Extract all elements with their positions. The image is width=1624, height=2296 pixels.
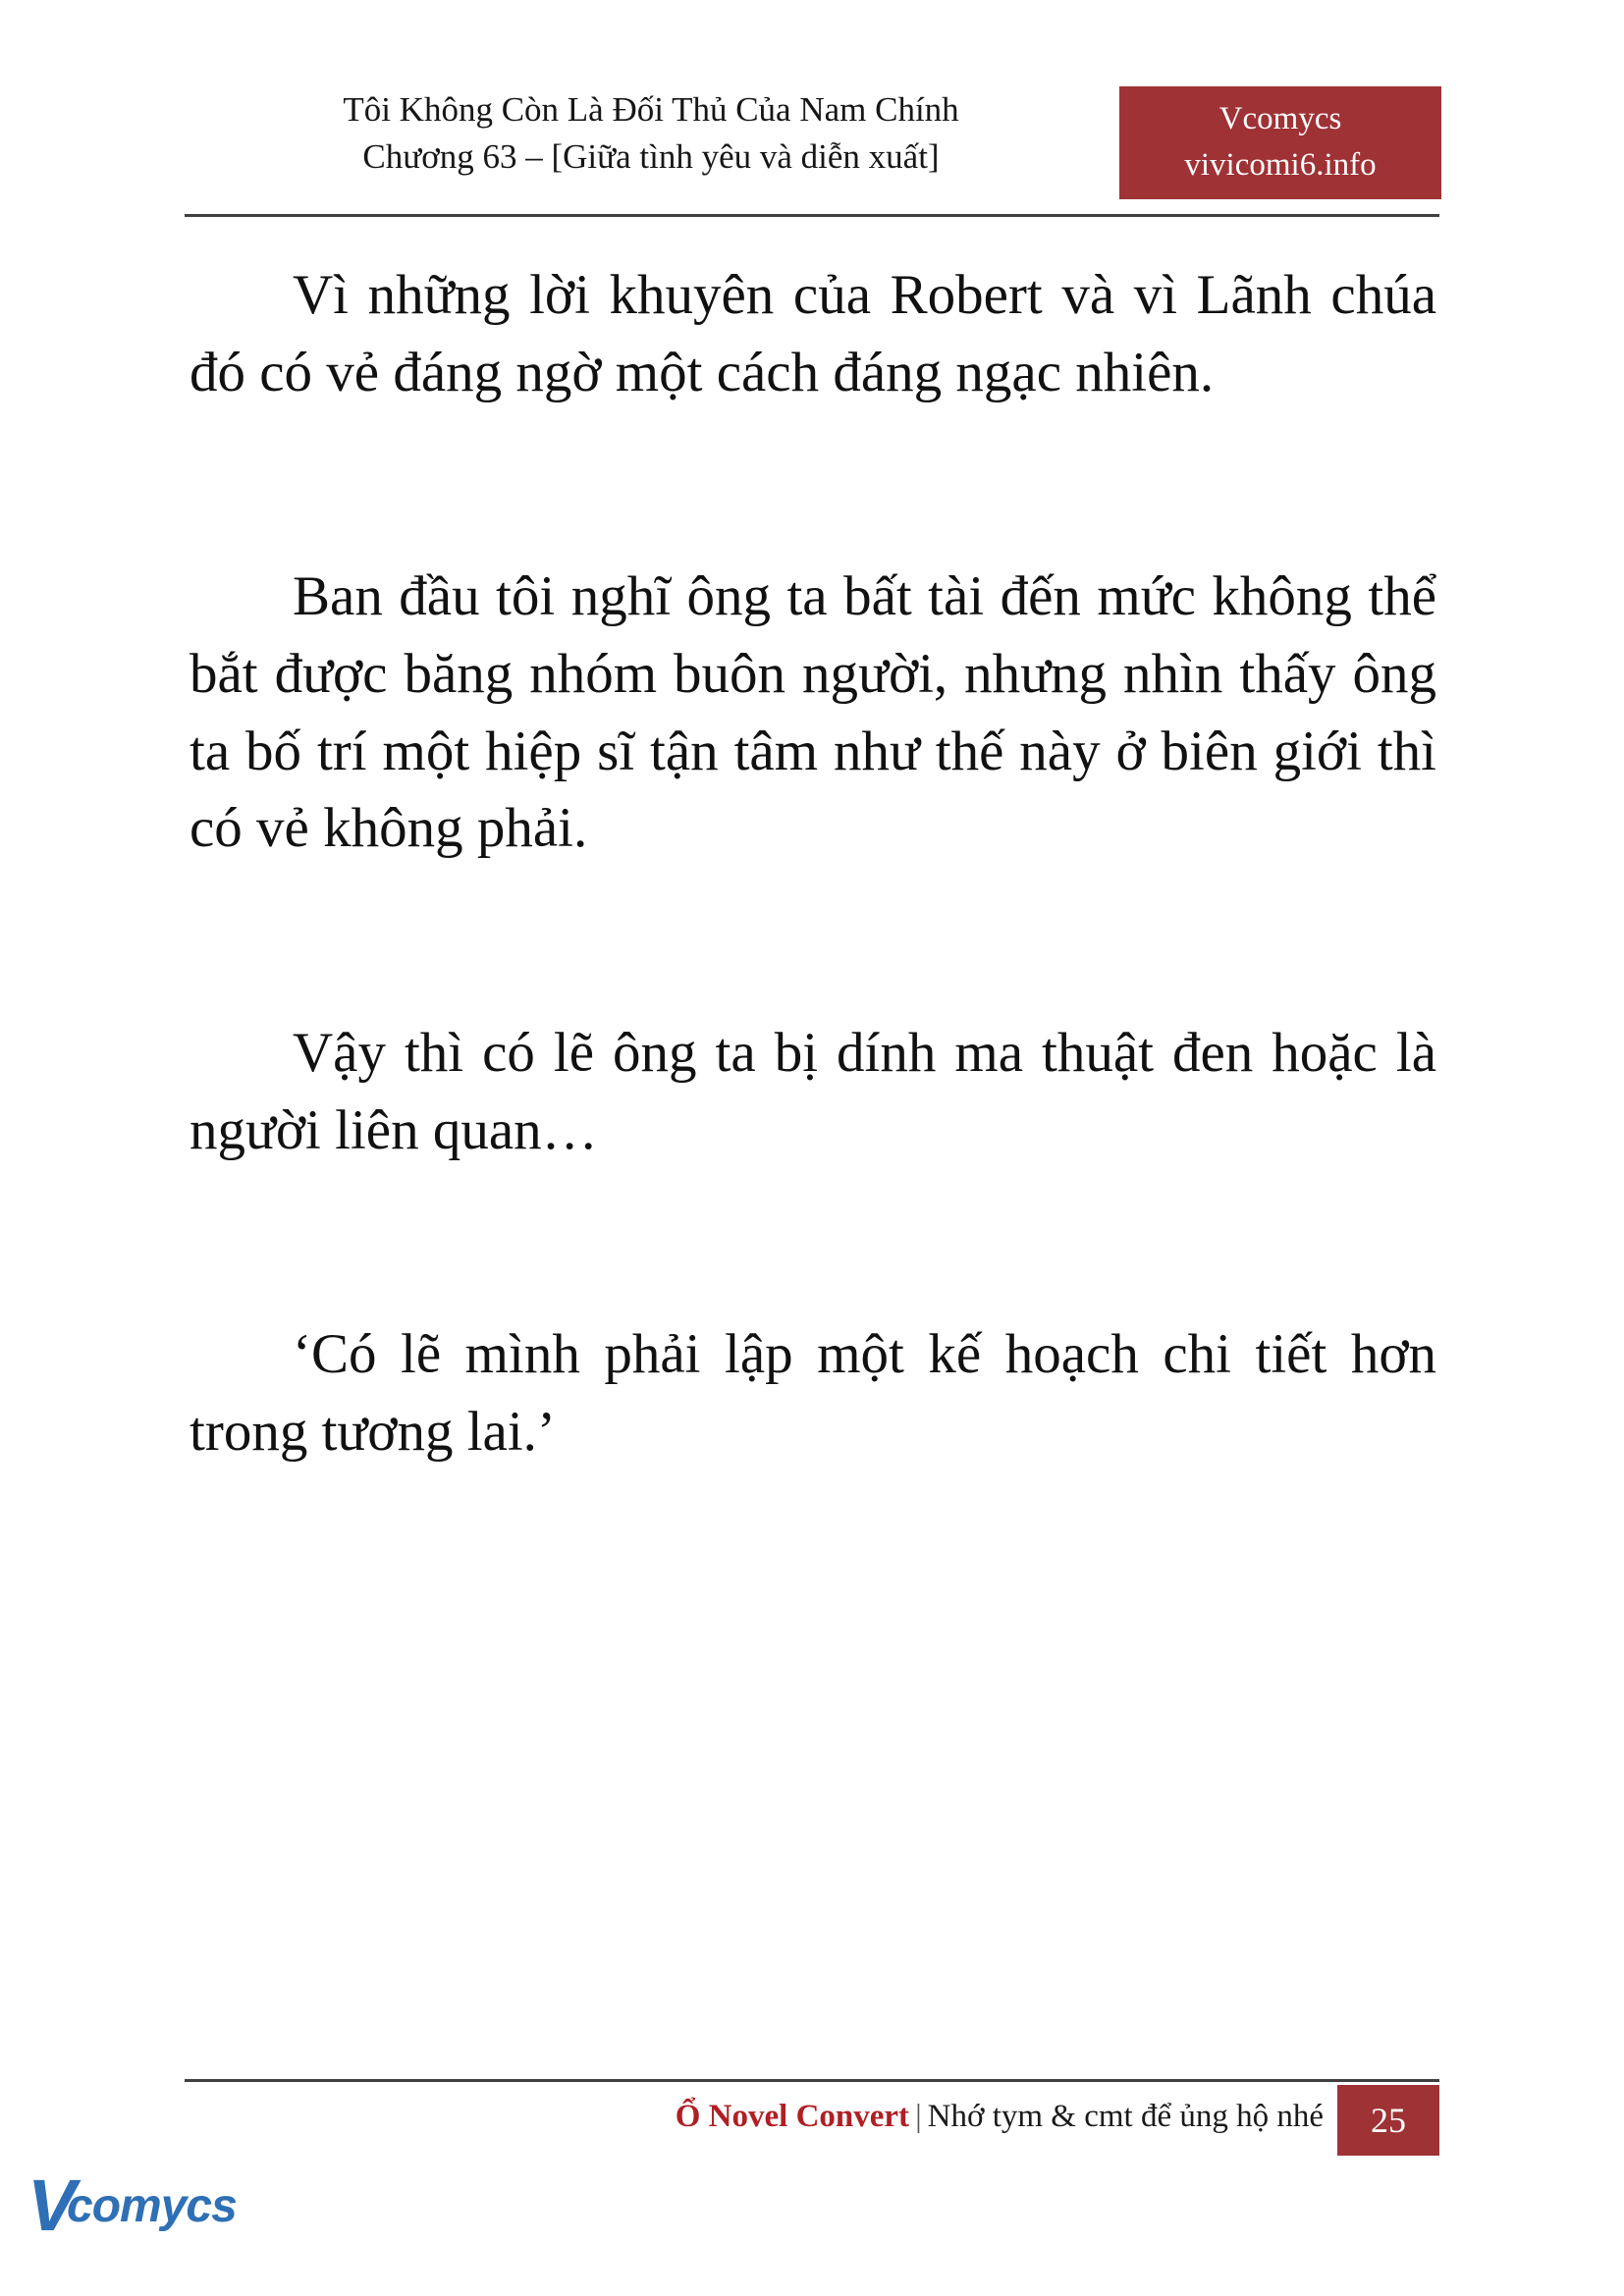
header-title xyxy=(185,86,1117,180)
paragraph-1: Vì những lời khuyên của Robert và vì Lãnh chúa đó có vẻ đáng ngờ một cách đáng ngạc nhiên. xyxy=(189,264,1436,403)
paragraph-2: Ban đầu tôi nghĩ ông ta bất tài đến mức không thể bắt được băng nhóm buôn người, nhưng nhìn thấy ông ta bố trí một hiệp sĩ tận tâm như thế này ở biên giới thì có vẻ không phải. xyxy=(189,565,1436,860)
watermark-text: comycs xyxy=(67,2180,237,2232)
page-header xyxy=(185,86,1441,214)
footer-brand: Ổ Novel Convert xyxy=(675,2099,910,2134)
site-badge-name: Vcomycs xyxy=(1218,101,1342,136)
site-badge-url: vivicomi6.info xyxy=(1184,146,1377,183)
page-number: 25 xyxy=(1337,2085,1439,2156)
header-title-line2: Chương 63 – [Giữa tình yêu và diễn xuất] xyxy=(362,136,940,176)
paragraph-3: Vậy thì có lẽ ông ta bị dính ma thuật đen hoặc là người liên quan… xyxy=(189,1021,1436,1161)
site-badge xyxy=(1119,86,1441,199)
page-content xyxy=(189,257,1436,1558)
watermark-initial: V xyxy=(27,2164,77,2246)
footer-divider xyxy=(185,2079,1439,2082)
header-divider xyxy=(185,214,1439,217)
footer-note: Nhớ tym & cmt để ủng hộ nhé xyxy=(927,2099,1324,2134)
footer-credit xyxy=(676,2099,1324,2135)
footer-separator: | xyxy=(915,2099,922,2134)
vcomycs-watermark-logo xyxy=(27,2165,253,2260)
paragraph-4: ‘Có lẽ mình phải lập một kế hoạch chi tiết hơn trong tương lai.’ xyxy=(189,1323,1436,1463)
page-footer xyxy=(185,2085,1439,2160)
header-title-line1: Tôi Không Còn Là Đối Thủ Của Nam Chính xyxy=(343,90,959,129)
